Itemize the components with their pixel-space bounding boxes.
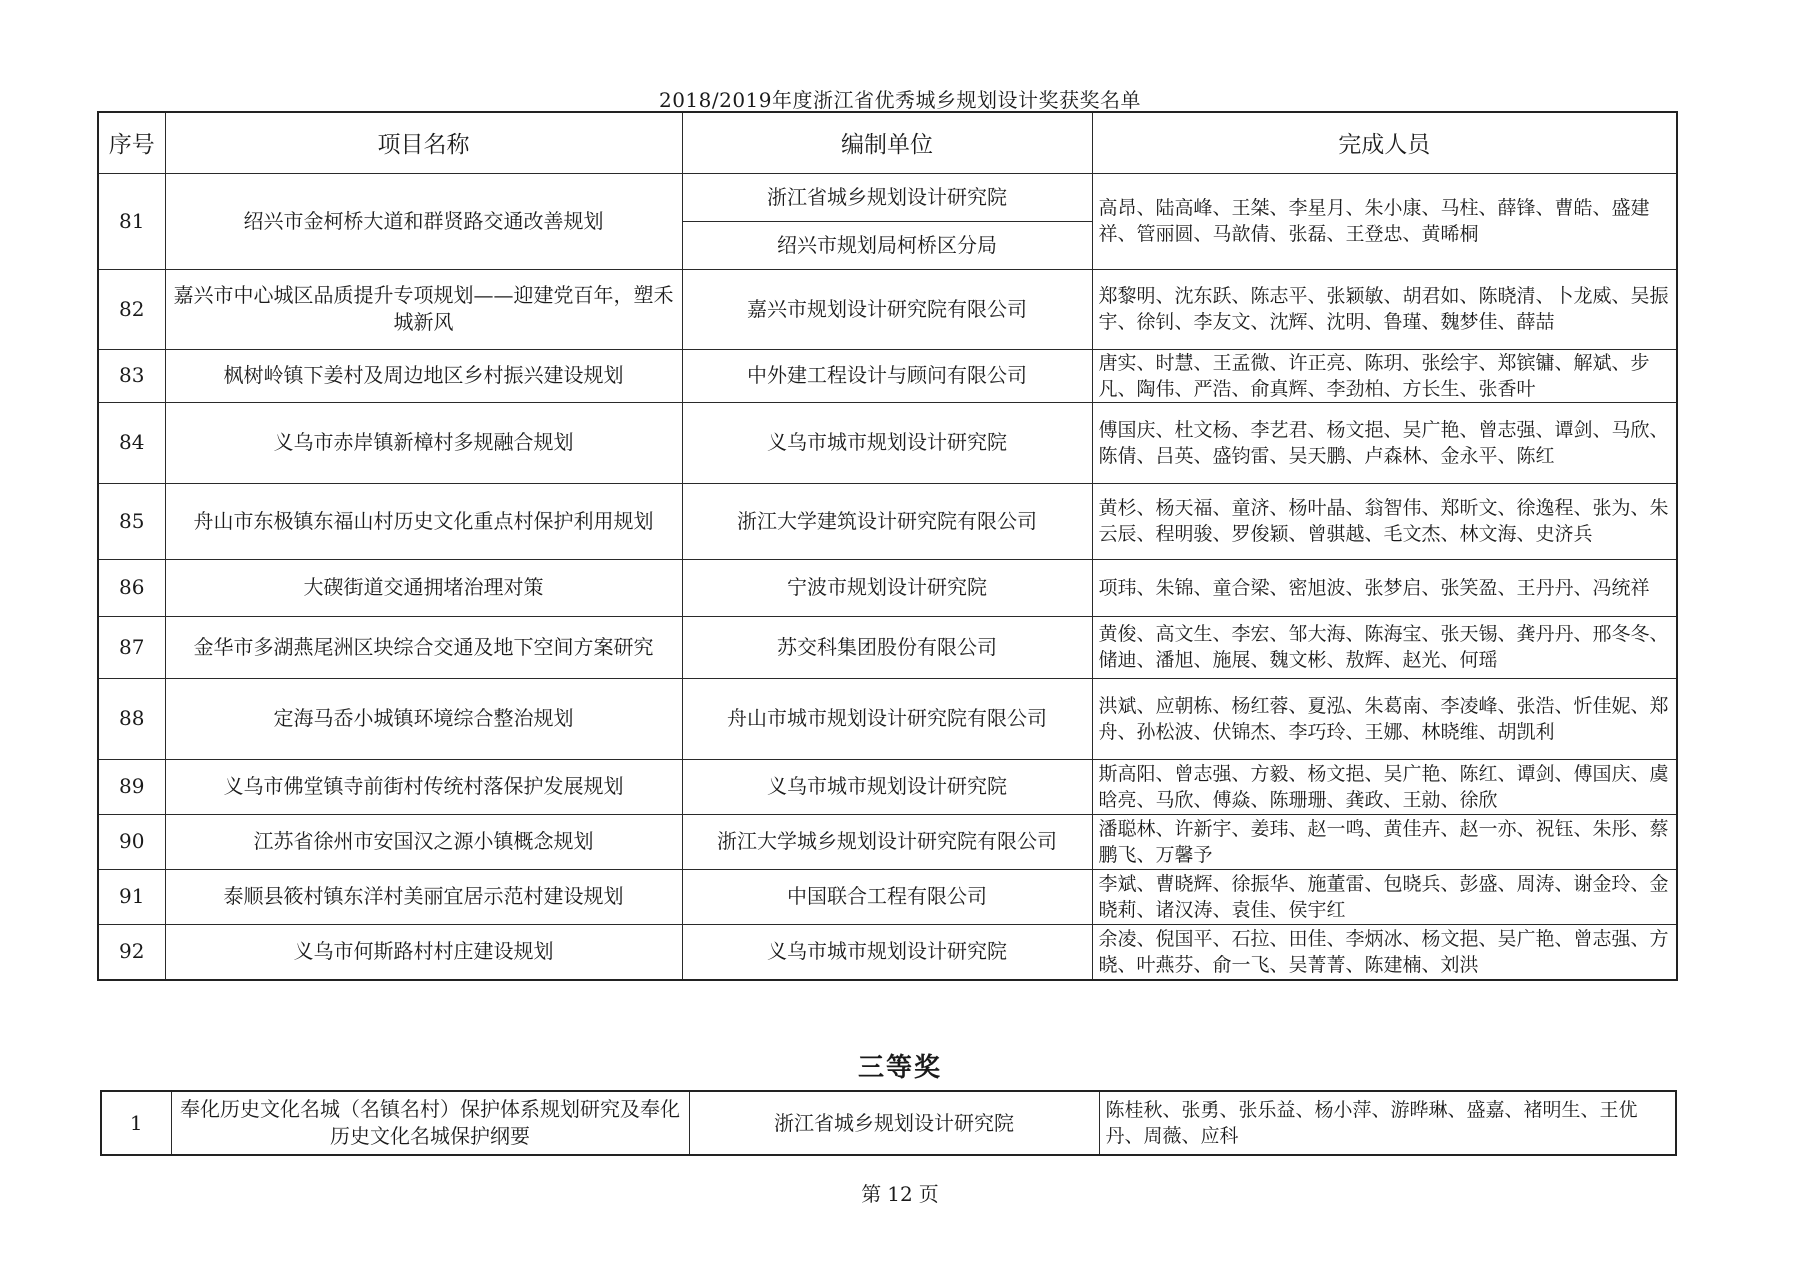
row-people: 黄俊、高文生、李宏、邹大海、陈海宝、张天锡、龚丹丹、邢冬冬、储迪、潘旭、施展、魏文彬、敖辉、赵光、何瑶 xyxy=(1092,616,1677,678)
row-project: 奉化历史文化名城（名镇名村）保护体系规划研究及奉化历史文化名城保护纲要 xyxy=(171,1091,689,1155)
row-people: 傅国庆、杜文杨、李艺君、杨文挹、吴广艳、曾志强、谭剑、马欣、陈倩、吕英、盛钧雷、吴天鹏、卢森林、金永平、陈红 xyxy=(1092,402,1677,483)
table-row xyxy=(98,759,1677,814)
row-no: 83 xyxy=(98,349,165,402)
row-no: 85 xyxy=(98,483,165,559)
row-project: 嘉兴市中心城区品质提升专项规划——迎建党百年，塑禾城新风 xyxy=(165,269,682,349)
third-prize-table xyxy=(100,1090,1677,1156)
row-unit: 苏交科集团股份有限公司 xyxy=(682,616,1092,678)
document-title: 2018/2019年度浙江省优秀城乡规划设计奖获奖名单 xyxy=(658,88,1142,112)
row-people: 李斌、曹晓辉、徐振华、施董雷、包晓兵、彭盛、周涛、谢金玲、金晓莉、诸汉涛、袁佳、侯宇红 xyxy=(1092,869,1677,924)
row-unit: 绍兴市规划局柯桥区分局 xyxy=(682,221,1092,269)
table-row xyxy=(98,559,1677,616)
page-prefix: 第 xyxy=(861,1182,882,1206)
row-project: 泰顺县筱村镇东洋村美丽宜居示范村建设规划 xyxy=(165,869,682,924)
award-table xyxy=(97,111,1678,981)
row-people: 黄杉、杨天福、童济、杨叶晶、翁智伟、郑昕文、徐逸程、张为、朱云辰、程明骏、罗俊颖、曾骐越、毛文杰、林文海、史济兵 xyxy=(1092,483,1677,559)
row-no: 89 xyxy=(98,759,165,814)
header-unit: 编制单位 xyxy=(682,112,1092,173)
row-no: 88 xyxy=(98,678,165,759)
row-unit: 义乌市城市规划设计研究院 xyxy=(682,924,1092,980)
row-people: 郑黎明、沈东跃、陈志平、张颖敏、胡君如、陈晓清、卜龙威、吴振宇、徐钊、李友文、沈辉、沈明、鲁瑾、魏梦佳、薛喆 xyxy=(1092,269,1677,349)
third-prize-heading: 三等奖 xyxy=(857,1053,942,1083)
table-row xyxy=(98,402,1677,483)
table-header-row xyxy=(98,112,1677,173)
row-unit: 义乌市城市规划设计研究院 xyxy=(682,759,1092,814)
row-project: 义乌市何斯路村村庄建设规划 xyxy=(165,924,682,980)
table-row xyxy=(98,269,1677,349)
row-unit: 浙江省城乡规划设计研究院 xyxy=(689,1091,1099,1155)
row-unit: 浙江省城乡规划设计研究院 xyxy=(682,173,1092,221)
row-people: 陈桂秋、张勇、张乐益、杨小萍、游晔琳、盛嘉、褚明生、王优丹、周薇、应科 xyxy=(1099,1091,1676,1155)
header-people: 完成人员 xyxy=(1092,112,1677,173)
row-no: 92 xyxy=(98,924,165,980)
header-no: 序号 xyxy=(98,112,165,173)
row-people: 项玮、朱锦、童合梁、密旭波、张梦启、张笑盈、王丹丹、冯统祥 xyxy=(1092,559,1677,616)
row-no: 84 xyxy=(98,402,165,483)
row-no: 90 xyxy=(98,814,165,869)
row-unit: 舟山市城市规划设计研究院有限公司 xyxy=(682,678,1092,759)
row-people: 斯高阳、曾志强、方毅、杨文挹、吴广艳、陈红、谭剑、傅国庆、虞晗亮、马欣、傅焱、陈珊珊、龚政、王勍、徐欣 xyxy=(1092,759,1677,814)
row-project: 绍兴市金柯桥大道和群贤路交通改善规划 xyxy=(165,173,682,269)
table-row xyxy=(98,616,1677,678)
row-project: 枫树岭镇下姜村及周边地区乡村振兴建设规划 xyxy=(165,349,682,402)
row-no: 1 xyxy=(101,1091,171,1155)
table-row xyxy=(98,173,1677,221)
page-number xyxy=(0,1178,1800,1207)
row-people: 余凌、倪国平、石拉、田佳、李炳冰、杨文挹、吴广艳、曾志强、方晓、叶燕芬、俞一飞、吴菁菁、陈建楠、刘洪 xyxy=(1092,924,1677,980)
table-row xyxy=(98,814,1677,869)
row-project: 江苏省徐州市安国汉之源小镇概念规划 xyxy=(165,814,682,869)
row-no: 91 xyxy=(98,869,165,924)
table-row xyxy=(101,1091,1676,1155)
row-no: 81 xyxy=(98,173,165,269)
row-unit: 义乌市城市规划设计研究院 xyxy=(682,402,1092,483)
row-unit: 浙江大学城乡规划设计研究院有限公司 xyxy=(682,814,1092,869)
row-unit: 嘉兴市规划设计研究院有限公司 xyxy=(682,269,1092,349)
table-row xyxy=(98,349,1677,402)
row-unit: 中国联合工程有限公司 xyxy=(682,869,1092,924)
page-value: 12 xyxy=(887,1182,913,1206)
row-people: 洪斌、应朝栋、杨红蓉、夏泓、朱葛南、李凌峰、张浩、忻佳妮、郑舟、孙松波、伏锦杰、李巧玲、王娜、林晓维、胡凯利 xyxy=(1092,678,1677,759)
row-project: 大碶街道交通拥堵治理对策 xyxy=(165,559,682,616)
row-people: 潘聪林、许新宇、姜玮、赵一鸣、黄佳卉、赵一亦、祝钰、朱彤、蔡鹏飞、万馨予 xyxy=(1092,814,1677,869)
table-row xyxy=(98,924,1677,980)
row-no: 82 xyxy=(98,269,165,349)
row-no: 87 xyxy=(98,616,165,678)
table-row xyxy=(98,678,1677,759)
table-row xyxy=(98,483,1677,559)
page-suffix: 页 xyxy=(918,1182,939,1206)
row-people: 唐实、时慧、王孟微、许正亮、陈玥、张绘宇、郑镔镛、解斌、步凡、陶伟、严浩、俞真辉、李劲柏、方长生、张香叶 xyxy=(1092,349,1677,402)
row-project: 舟山市东极镇东福山村历史文化重点村保护利用规划 xyxy=(165,483,682,559)
row-project: 义乌市佛堂镇寺前街村传统村落保护发展规划 xyxy=(165,759,682,814)
row-unit: 浙江大学建筑设计研究院有限公司 xyxy=(682,483,1092,559)
row-project: 定海马岙小城镇环境综合整治规划 xyxy=(165,678,682,759)
header-project: 项目名称 xyxy=(165,112,682,173)
row-people: 高昂、陆高峰、王桀、李星月、朱小康、马柱、薛锋、曹皓、盛建祥、管丽圆、马歆倩、张磊、王登忠、黄晞桐 xyxy=(1092,173,1677,269)
row-project: 义乌市赤岸镇新樟村多规融合规划 xyxy=(165,402,682,483)
row-unit: 宁波市规划设计研究院 xyxy=(682,559,1092,616)
table-row xyxy=(98,869,1677,924)
row-unit: 中外建工程设计与顾问有限公司 xyxy=(682,349,1092,402)
row-no: 86 xyxy=(98,559,165,616)
row-project: 金华市多湖燕尾洲区块综合交通及地下空间方案研究 xyxy=(165,616,682,678)
